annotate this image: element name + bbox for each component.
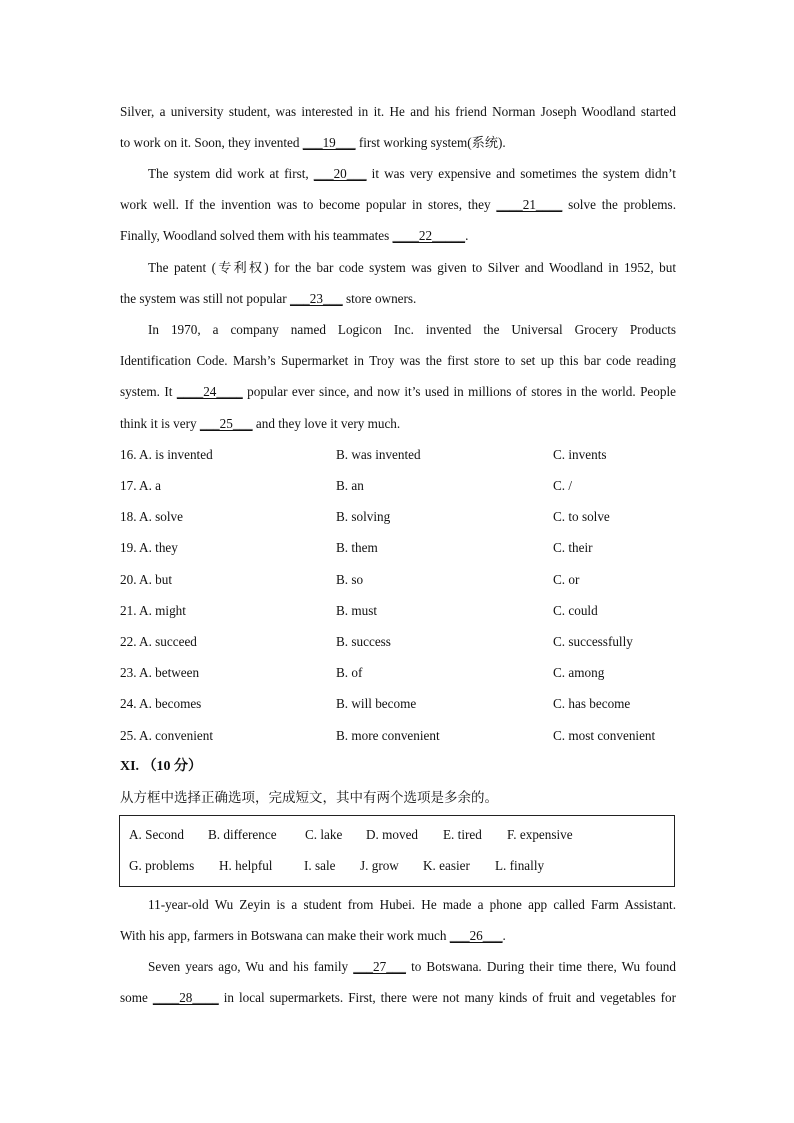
word-box: [119, 815, 675, 887]
option-b[interactable]: B. an: [336, 478, 364, 493]
blank-28[interactable]: ____28____: [152, 990, 219, 1005]
blank-19[interactable]: ___19___: [302, 135, 356, 150]
option-c[interactable]: C. or: [553, 572, 580, 587]
blank-20[interactable]: ___20___: [313, 166, 367, 181]
passage-line: Finally, Woodland solved them with his teammates ____22_____.: [120, 228, 469, 243]
option-a[interactable]: 16. A. is invented: [120, 447, 213, 462]
word-option: H. helpful: [219, 858, 273, 873]
word-option: C. lake: [305, 827, 343, 842]
option-c[interactable]: C. successfully: [553, 634, 633, 649]
passage-line: Silver, a university student, was interested in it. He and his friend Norman Joseph Woodland started: [120, 104, 676, 119]
option-a[interactable]: 22. A. succeed: [120, 634, 197, 649]
section-instruction: 从方框中选择正确选项，完成短文，其中有两个选项是多余的。: [120, 790, 498, 805]
option-b[interactable]: B. more convenient: [336, 728, 440, 743]
option-c[interactable]: C. invents: [553, 447, 607, 462]
word-option: B. difference: [208, 827, 277, 842]
option-a[interactable]: 19. A. they: [120, 540, 178, 555]
word-option: K. easier: [423, 858, 470, 873]
word-option: L. finally: [495, 858, 545, 873]
word-option: A. Second: [129, 827, 184, 842]
option-c[interactable]: C. /: [553, 478, 573, 493]
word-option: D. moved: [366, 827, 419, 842]
option-a[interactable]: 18. A. solve: [120, 509, 184, 524]
option-a[interactable]: 21. A. might: [120, 603, 186, 618]
passage-line: system. It ____24____ popular ever since, and now it’s used in millions of stores in the world. People: [120, 384, 676, 399]
passage-line: some ____28____ in local supermarkets. First, there were not many kinds of fruit and vegetables for: [120, 990, 676, 1005]
passage-line: to work on it. Soon, they invented ___19___ first working system(系统).: [120, 135, 506, 150]
passage-line: think it is very ___25___ and they love it very much.: [120, 416, 401, 431]
option-c[interactable]: C. could: [553, 603, 598, 618]
option-b[interactable]: B. will become: [336, 696, 417, 711]
option-a[interactable]: 23. A. between: [120, 665, 200, 680]
option-b[interactable]: B. must: [336, 603, 378, 618]
word-option: J. grow: [360, 858, 399, 873]
passage-line: In 1970, a company named Logicon Inc. invented the Universal Grocery Products: [148, 322, 676, 337]
blank-27[interactable]: ___27___: [353, 959, 406, 974]
option-b[interactable]: B. of: [336, 665, 363, 680]
section-number: XI.: [120, 759, 140, 774]
section-score: （10 分）: [142, 759, 203, 774]
option-c[interactable]: C. most convenient: [553, 728, 656, 743]
option-c[interactable]: C. among: [553, 665, 605, 680]
blank-23[interactable]: ___23___: [289, 291, 343, 306]
option-a[interactable]: 24. A. becomes: [120, 696, 202, 711]
passage-line: work well. If the invention was to become popular in stores, they ____21____ solve the problems.: [120, 197, 676, 212]
option-a[interactable]: 25. A. convenient: [120, 728, 214, 743]
option-b[interactable]: B. was invented: [336, 447, 421, 462]
word-option: F. expensive: [507, 827, 573, 842]
passage-line: the system was still not popular ___23___ store owners.: [120, 291, 417, 306]
blank-22[interactable]: ____22_____: [392, 228, 466, 243]
option-b[interactable]: B. success: [336, 634, 391, 649]
passage-line: The system did work at first, ___20___ it was very expensive and sometimes the system didn’t: [148, 166, 676, 181]
option-b[interactable]: B. them: [336, 540, 378, 555]
option-b[interactable]: B. solving: [336, 509, 391, 524]
passage-line: The patent (专利权) for the bar code system was given to Silver and Woodland in 1952, but: [148, 260, 676, 275]
passage-line: With his app, farmers in Botswana can make their work much ___26___.: [120, 928, 506, 943]
option-a[interactable]: 20. A. but: [120, 572, 173, 587]
word-option: I. sale: [304, 858, 336, 873]
word-option: E. tired: [443, 827, 482, 842]
option-b[interactable]: B. so: [336, 572, 364, 587]
blank-25[interactable]: ___25___: [199, 416, 253, 431]
blank-26[interactable]: ___26___: [449, 928, 503, 943]
passage-line: 11-year-old Wu Zeyin is a student from Hubei. He made a phone app called Farm Assistant.: [148, 897, 676, 912]
section-heading: [120, 757, 202, 777]
blank-24[interactable]: ____24____: [176, 384, 243, 399]
option-c[interactable]: C. to solve: [553, 509, 610, 524]
passage-line: Seven years ago, Wu and his family ___27___ to Botswana. During their time there, Wu found: [148, 959, 676, 974]
passage-line: Identification Code. Marsh’s Supermarket in Troy was the first store to set up this bar code reading: [120, 353, 676, 368]
option-a[interactable]: 17. A. a: [120, 478, 162, 493]
option-c[interactable]: C. has become: [553, 696, 631, 711]
word-option: G. problems: [129, 858, 195, 873]
blank-21[interactable]: ____21____: [496, 197, 563, 212]
option-c[interactable]: C. their: [553, 540, 593, 555]
